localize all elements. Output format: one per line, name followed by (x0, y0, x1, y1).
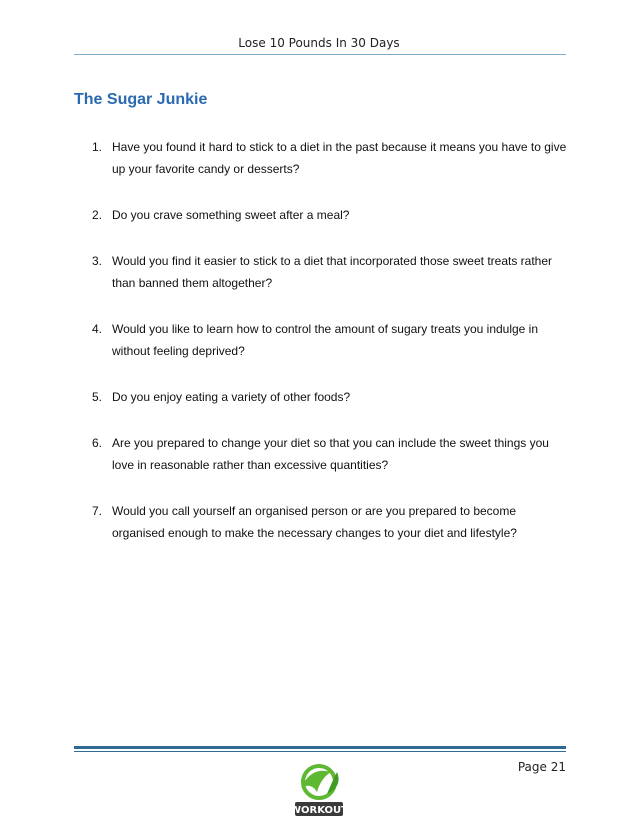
list-item-text: Have you found it hard to stick to a diet in the past because it means you have to give up your favorite candy or desserts? (112, 140, 567, 176)
list-item-text: Would you like to learn how to control the amount of sugary treats you indulge in without feeling deprived? (112, 322, 539, 358)
list-item-text: Would you call yourself an organised person or are you prepared to become organised enough to make the necessary changes to your diet and lifestyle? (112, 504, 517, 540)
header-title: Lose 10 Pounds In 30 Days (238, 36, 400, 50)
logo-text: WORKOUT (290, 805, 348, 816)
footer-divider-thin (74, 751, 566, 752)
list-item (92, 432, 572, 476)
list-item (92, 318, 572, 362)
list-item-number: 7. (92, 504, 103, 518)
list-item-number: 5. (92, 390, 103, 404)
workout-logo-icon (287, 762, 351, 820)
header-divider (74, 54, 566, 55)
list-item-number: 6. (92, 436, 103, 450)
list-item-number: 3. (92, 254, 103, 268)
list-item-text: Would you find it easier to stick to a diet that incorporated those sweet treats rather than banned them altogether? (112, 254, 553, 290)
list-item-text: Are you prepared to change your diet so that you can include the sweet things you love in reasonable rather than excessive quantities? (112, 436, 549, 472)
section-title: The Sugar Junkie (74, 91, 208, 108)
list-item (92, 136, 572, 180)
list-item-text: Do you crave something sweet after a meal? (112, 208, 350, 222)
list-item (92, 386, 572, 408)
footer-divider-thick (74, 746, 566, 749)
list-item (92, 250, 572, 294)
list-item-number: 1. (92, 140, 103, 154)
list-item-number: 2. (92, 208, 103, 222)
list-item-text: Do you enjoy eating a variety of other foods? (112, 390, 351, 404)
list-item (92, 500, 572, 544)
list-item-number: 4. (92, 322, 103, 336)
list-item (92, 204, 572, 226)
page-number: Page 21 (517, 760, 566, 774)
question-list (92, 136, 572, 568)
